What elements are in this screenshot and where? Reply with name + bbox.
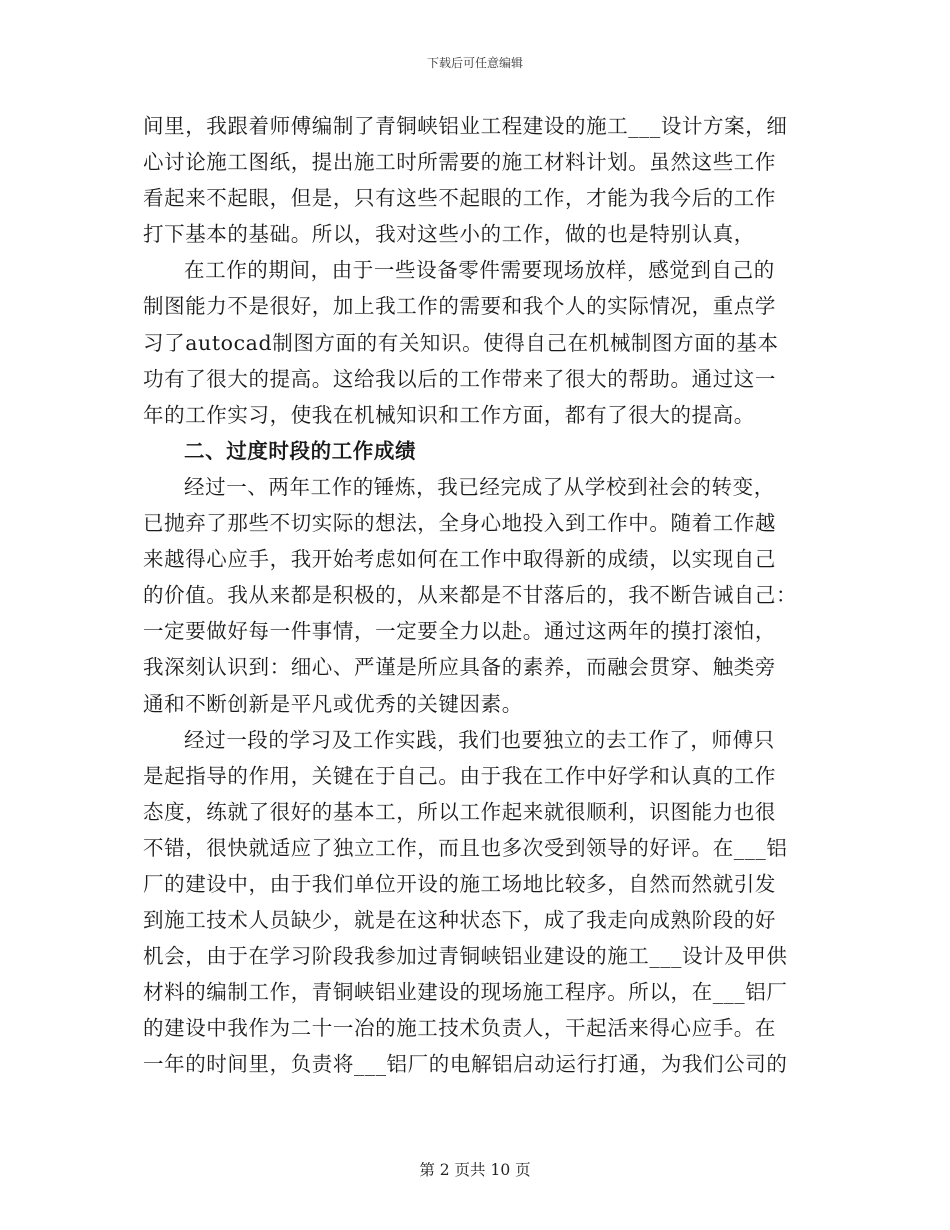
text-line: 看起来不起眼，但是，只有这些不起眼的工作，才能为我今后的工作 bbox=[143, 186, 776, 211]
text-line: 在工作的期间，由于一些设备零件需要现场放样，感觉到自己的 bbox=[184, 258, 775, 283]
page-header: 下载后可任意编辑 bbox=[426, 56, 523, 70]
text-line: 的价值。我从来都是积极的，从来都是不甘落后的，我不断告诫自己： bbox=[143, 583, 798, 608]
text-line: 制图能力不是很好，加上我工作的需要和我个人的实际情况，重点学 bbox=[143, 294, 776, 319]
text-line: 间里，我跟着师傅编制了青铜峡铝业工程建设的施工___设计方案，细 bbox=[143, 114, 788, 138]
document-body bbox=[143, 108, 807, 1083]
text-line: 年的工作实习，使我在机械知识和工作方面，都有了很大的提高。 bbox=[143, 402, 755, 427]
text-line: 功有了很大的提高。这给我以后的工作带来了很大的帮助。通过这一 bbox=[143, 366, 776, 391]
text-line: 打下基本的基础。所以，我对这些小的工作，做的也是特别认真， bbox=[143, 222, 755, 247]
text-line: 不错，很快就适应了独立工作，而且也多次受到领导的好评。在___铝 bbox=[143, 835, 788, 860]
text-line: 习了autocad制图方面的有关知识。使得自己在机械制图方面的基本 bbox=[143, 330, 779, 355]
text-line: 已抛弃了那些不切实际的想法，全身心地投入到工作中。随着工作越 bbox=[143, 511, 776, 536]
text-line: 经过一段的学习及工作实践，我们也要独立的去工作了，师傅只 bbox=[184, 727, 775, 752]
page-number: 第 2 页共 10 页 bbox=[419, 1161, 531, 1179]
section-heading: 二、过度时段的工作成绩 bbox=[184, 438, 417, 463]
text-line: 心讨论施工图纸，提出施工时所需要的施工材料计划。虽然这些工作 bbox=[143, 150, 776, 175]
text-line: 一定要做好每一件事情，一定要全力以赴。通过这两年的摸打滚怕， bbox=[143, 619, 776, 644]
text-line: 一年的时间里，负责将___铝厂的电解铝启动运行打通，为我们公司的 bbox=[143, 1052, 788, 1077]
text-line: 到施工技术人员缺少，就是在这种状态下，成了我走向成熟阶段的好 bbox=[143, 908, 776, 933]
text-line: 来越得心应手，我开始考虑如何在工作中取得新的成绩，以实现自己 bbox=[143, 547, 776, 572]
text-line: 厂的建设中，由于我们单位开设的施工场地比较多，自然而然就引发 bbox=[143, 871, 776, 896]
text-line: 材料的编制工作，青铜峡铝业建设的现场施工程序。所以，在___铝厂 bbox=[143, 980, 788, 1005]
text-line: 机会，由于在学习阶段我参加过青铜峡铝业建设的施工___设计及甲供 bbox=[143, 944, 788, 969]
text-line: 通和不断创新是平凡或优秀的关键因素。 bbox=[143, 691, 523, 716]
text-line: 态度，练就了很好的基本工，所以工作起来就很顺利，识图能力也很 bbox=[143, 799, 776, 824]
text-line: 的建设中我作为二十一冶的施工技术负责人，干起活来得心应手。在 bbox=[143, 1016, 776, 1041]
text-line: 经过一、两年工作的锤炼，我已经完成了从学校到社会的转变， bbox=[184, 474, 775, 499]
text-line: 是起指导的作用，关键在于自己。由于我在工作中好学和认真的工作 bbox=[143, 763, 776, 788]
text-line: 我深刻认识到：细心、严谨是所应具备的素养，而融会贯穿、触类旁 bbox=[143, 655, 776, 680]
